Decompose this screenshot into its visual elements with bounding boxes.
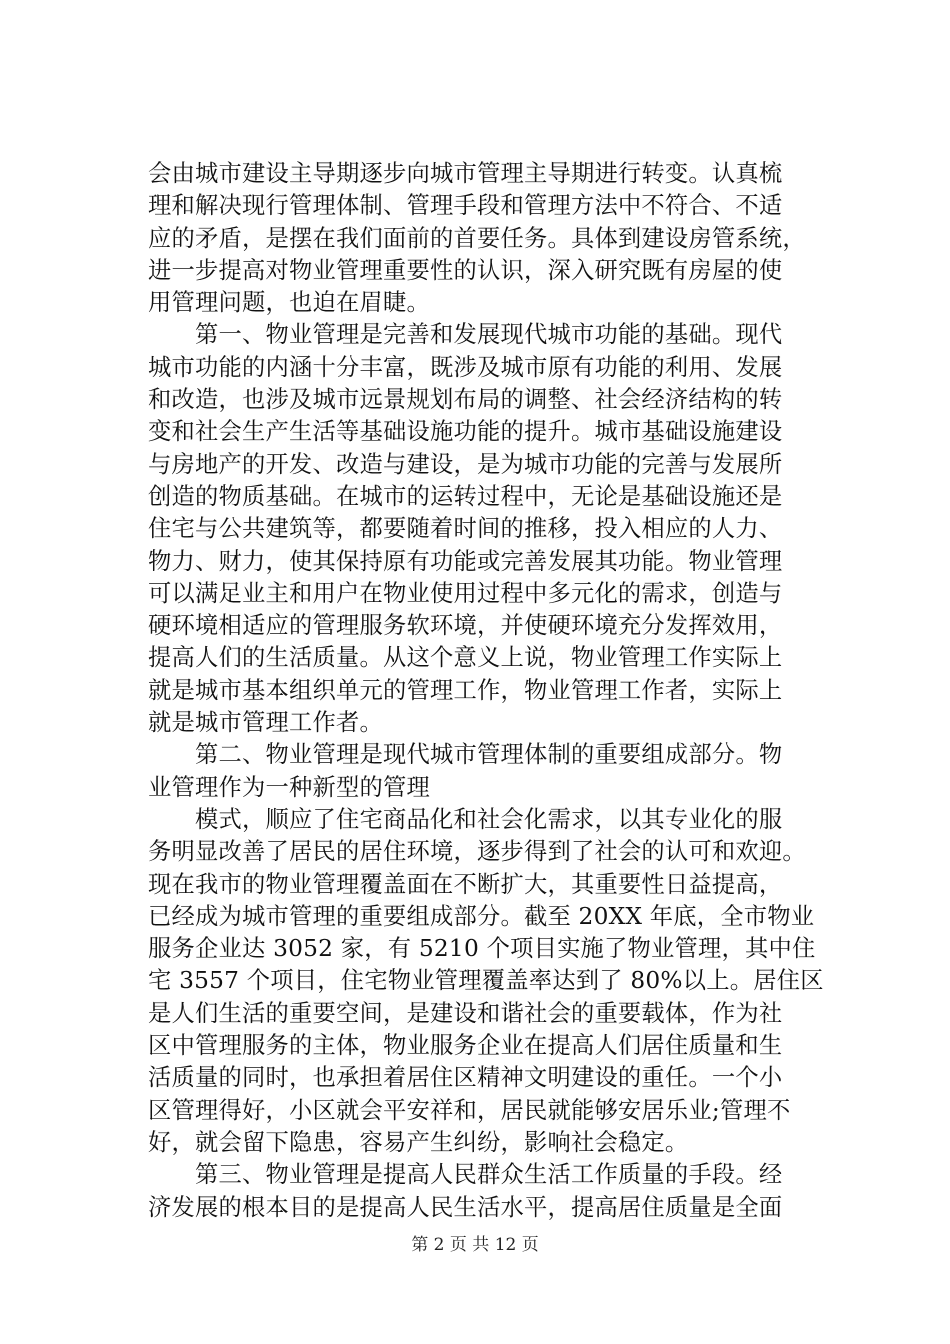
- text-line: 住宅与公共建筑等，都要随着时间的推移，投入相应的人力、: [148, 515, 783, 543]
- text-line: 城市功能的内涵十分丰富，既涉及城市原有功能的利用、发展: [148, 353, 783, 381]
- text-line: 与房地产的开发、改造与建设，是为城市功能的完善与发展所: [148, 450, 783, 478]
- text-line: 硬环境相适应的管理服务软环境，并使硬环境充分发挥效用，: [148, 612, 783, 640]
- text-line: 现在我市的物业管理覆盖面在不断扩大，其重要性日益提高，: [148, 870, 783, 898]
- text-line: 第一、物业管理是完善和发展现代城市功能的基础。现代: [148, 321, 783, 349]
- document-body: [148, 158, 838, 1224]
- page-number-footer: 第 2 页 共 12 页: [411, 1235, 539, 1255]
- text-line: 和改造，也涉及城市远景规划布局的调整、社会经济结构的转: [148, 386, 783, 414]
- text-line: 服务企业达 3052 家，有 5210 个项目实施了物业管理，其中住: [148, 935, 816, 963]
- text-line: 是人们生活的重要空间，是建设和谐社会的重要载体，作为社: [148, 999, 783, 1027]
- text-line: 用管理问题，也迫在眉睫。: [148, 289, 430, 317]
- text-line: 宅 3557 个项目，住宅物业管理覆盖率达到了 80%以上。居住区: [148, 967, 824, 995]
- text-line: 第二、物业管理是现代城市管理体制的重要组成部分。物: [148, 741, 783, 769]
- text-line: 已经成为城市管理的重要组成部分。截至 20XX 年底，全市物业: [148, 902, 815, 930]
- text-line: 提高人们的生活质量。从这个意义上说，物业管理工作实际上: [148, 644, 783, 672]
- text-line: 变和社会生产生活等基础设施功能的提升。城市基础设施建设: [148, 418, 783, 446]
- text-line: 业管理作为一种新型的管理: [148, 773, 430, 801]
- text-line: 会由城市建设主导期逐步向城市管理主导期进行转变。认真梳: [148, 160, 783, 187]
- text-line: 物力、财力，使其保持原有功能或完善发展其功能。物业管理: [148, 547, 783, 575]
- text-line: 区管理得好，小区就会平安祥和，居民就能够安居乐业;管理不: [148, 1096, 791, 1124]
- text-line: 应的矛盾，是摆在我们面前的首要任务。具体到建设房管系统，: [148, 224, 806, 252]
- text-line: 活质量的同时，也承担着居住区精神文明建设的重任。一个小: [148, 1064, 783, 1092]
- text-line: 好，就会留下隐患，容易产生纠纷，影响社会稳定。: [148, 1128, 689, 1156]
- text-line: 区中管理服务的主体，物业服务企业在提高人们居住质量和生: [148, 1032, 783, 1060]
- text-line: 就是城市基本组织单元的管理工作，物业管理工作者，实际上: [148, 676, 783, 704]
- text-line: 可以满足业主和用户在物业使用过程中多元化的需求，创造与: [148, 579, 783, 607]
- text-line: 就是城市管理工作者。: [148, 709, 383, 737]
- text-line: 理和解决现行管理体制、管理手段和管理方法中不符合、不适: [148, 192, 783, 220]
- text-line: 模式，顺应了住宅商品化和社会化需求，以其专业化的服: [148, 805, 783, 833]
- text-line: 济发展的根本目的是提高人民生活水平，提高居住质量是全面: [148, 1193, 783, 1221]
- text-line: 进一步提高对物业管理重要性的认识，深入研究既有房屋的使: [148, 256, 783, 284]
- text-line: 务明显改善了居民的居住环境，逐步得到了社会的认可和欢迎。: [148, 838, 806, 866]
- text-line: 第三、物业管理是提高人民群众生活工作质量的手段。经: [148, 1161, 783, 1189]
- text-line: 创造的物质基础。在城市的运转过程中，无论是基础设施还是: [148, 482, 783, 510]
